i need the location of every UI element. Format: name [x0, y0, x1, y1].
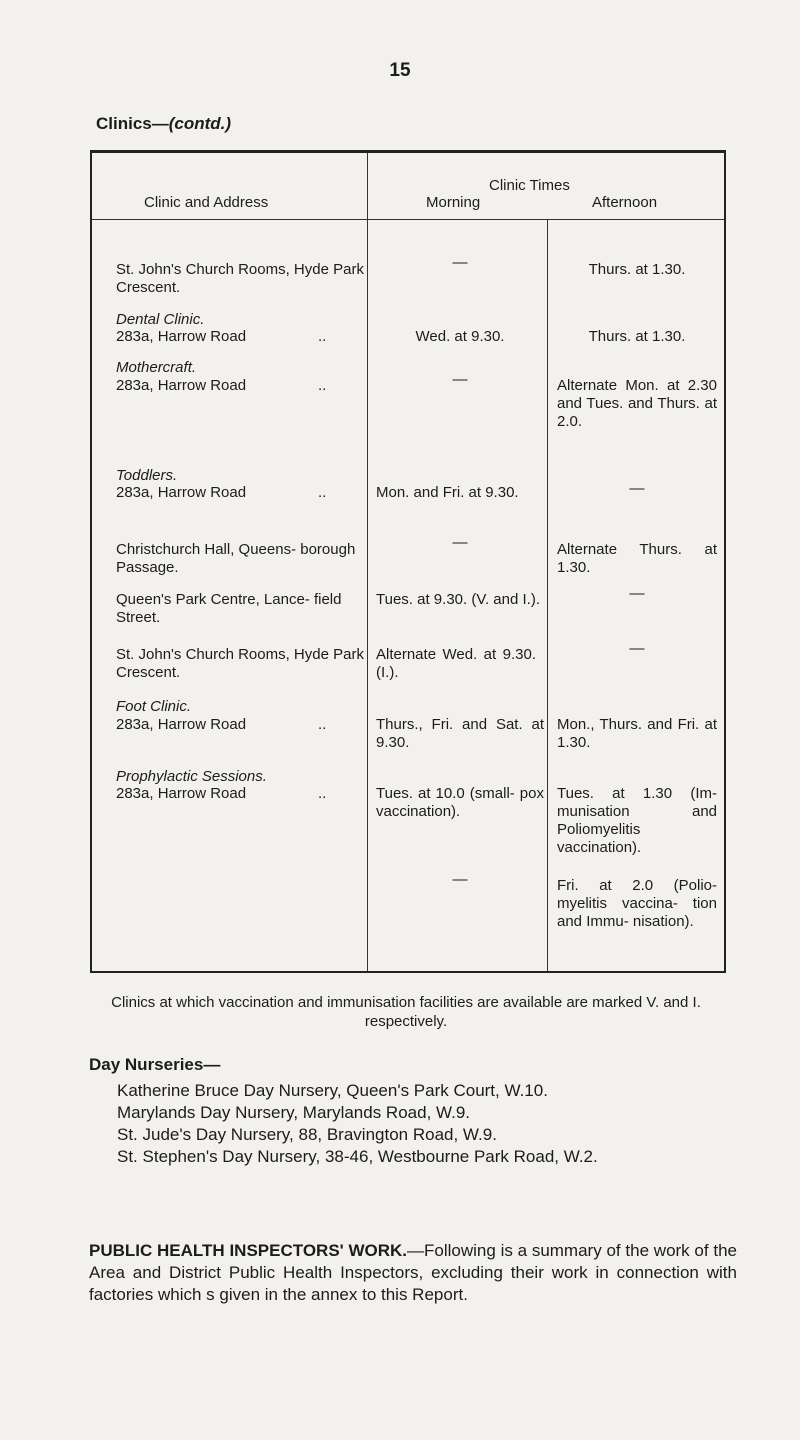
afternoon-time: — [629, 585, 645, 602]
leader-dots: .. [318, 377, 327, 394]
clinic-name: 283a, Harrow Road [116, 377, 247, 394]
afternoon-time: Thurs. at 1.30. [588, 328, 686, 345]
clinic-name: 283a, Harrow Road [116, 785, 247, 802]
morning-time: Wed. at 9.30. [415, 328, 505, 345]
clinic-name: 283a, Harrow Road [116, 328, 247, 345]
clinic-category: Dental Clinic. [116, 311, 205, 328]
section-contd: (contd.) [168, 114, 232, 133]
inspectors-text: —Following is a summary of the work of the Area and District Public Health Inspectors, excluding their work in connection with factories which s given in the annex to this Report. [89, 1241, 737, 1304]
page-number: 15 [389, 60, 411, 81]
clinic-name: 283a, Harrow Road [116, 716, 247, 733]
column-divider [367, 153, 368, 971]
section-title: Clinics— [96, 114, 169, 133]
morning-time: — [452, 871, 468, 888]
morning-time: Tues. at 9.30. (V. and I.). [376, 591, 540, 608]
afternoon-time: Alternate Thurs. at 1.30. [557, 541, 717, 576]
leader-dots: .. [318, 716, 327, 733]
afternoon-time: Fri. at 2.0 (Polio- myelitis vaccina- tion and Immu- nisation). [557, 877, 717, 930]
clinic-category: Mothercraft. [116, 359, 197, 376]
list-item: Katherine Bruce Day Nursery, Queen's Park Court, W.10. [117, 1081, 548, 1100]
list-item: St. Stephen's Day Nursery, 38-46, Westbourne Park Road, W.2. [117, 1147, 598, 1166]
clinic-table [90, 150, 726, 973]
morning-time: — [452, 254, 468, 271]
morning-time: Alternate Wed. at 9.30. (I.). [376, 646, 536, 681]
clinic-category: Toddlers. [116, 467, 178, 484]
leader-dots: .. [318, 484, 327, 501]
clinic-name: St. John's Church Rooms, Hyde Park Crescent. [116, 261, 364, 296]
header-morning: Morning [426, 194, 481, 211]
list-item: St. Jude's Day Nursery, 88, Bravington Road, W.9. [117, 1125, 497, 1144]
column-divider [547, 219, 548, 971]
afternoon-time: Mon., Thurs. and Fri. at 1.30. [557, 716, 717, 751]
morning-time: Thurs., Fri. and Sat. at 9.30. [376, 716, 544, 751]
clinic-name: Queen's Park Centre, Lance- field Street. [116, 591, 342, 626]
morning-time: — [452, 371, 468, 388]
morning-time: Mon. and Fri. at 9.30. [376, 484, 519, 501]
header-rule [92, 219, 724, 220]
inspectors-heading: PUBLIC HEALTH INSPECTORS' WORK. [89, 1241, 408, 1260]
day-nurseries-heading: Day Nurseries— [89, 1055, 221, 1074]
leader-dots: .. [318, 328, 327, 345]
afternoon-time: — [629, 640, 645, 657]
morning-time: — [452, 534, 468, 551]
afternoon-time: Tues. at 1.30 (Im- munisation and Poliomyelitis vaccination). [557, 785, 717, 856]
day-nurseries-list [117, 1080, 598, 1168]
afternoon-time: Alternate Mon. at 2.30 and Tues. and Thurs. at 2.0. [557, 377, 717, 430]
clinic-name: 283a, Harrow Road [116, 484, 247, 501]
header-afternoon: Afternoon [592, 194, 658, 211]
header-clinic-and-address: Clinic and Address [144, 194, 269, 211]
afternoon-time: Thurs. at 1.30. [588, 261, 686, 278]
clinic-name: Christchurch Hall, Queens- borough Passage. [116, 541, 356, 576]
header-clinic-times: Clinic Times [489, 177, 570, 194]
inspectors-paragraph [89, 1240, 737, 1306]
afternoon-time: — [629, 480, 645, 497]
clinic-category: Foot Clinic. [116, 698, 192, 715]
clinic-category: Prophylactic Sessions. [116, 768, 267, 785]
table-footnote: Clinics at which vaccination and immunisation facilities are available are marked V. and I. respectively. [111, 994, 701, 1030]
list-item: Marylands Day Nursery, Marylands Road, W.9. [117, 1103, 471, 1122]
section-heading [96, 114, 231, 134]
morning-time: Tues. at 10.0 (small- pox vaccination). [376, 785, 544, 820]
leader-dots: .. [318, 785, 327, 802]
clinic-name: St. John's Church Rooms, Hyde Park Crescent. [116, 646, 364, 681]
